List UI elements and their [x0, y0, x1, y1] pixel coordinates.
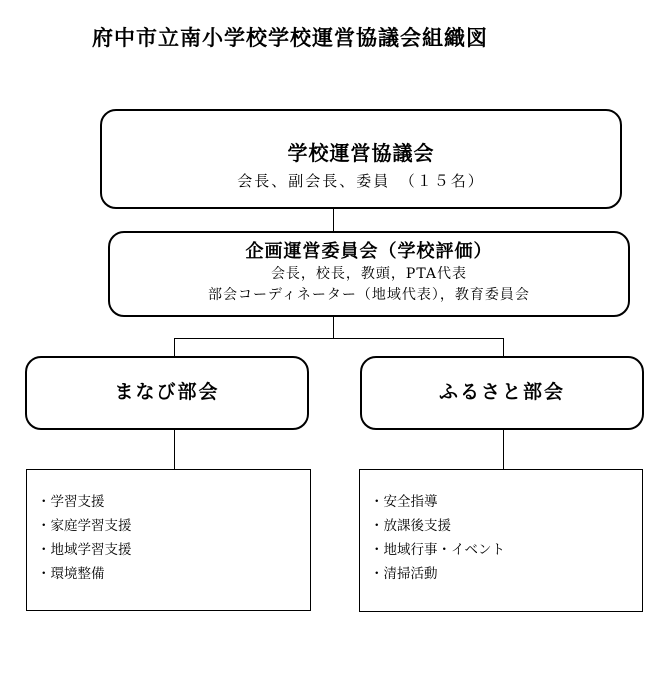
connector-planning-branch	[333, 317, 334, 339]
list-item: ・ 環境整備	[37, 562, 310, 586]
planning-members-line2: 部会コーディネーター（地域代表），教育委員会	[208, 287, 530, 303]
list-item: ・ 地域行事・イベント	[370, 538, 642, 562]
list-item: ・ 放課後支援	[370, 514, 642, 538]
council-members: 会長、副会長、委員 （１５名）	[237, 172, 485, 190]
council-name: 学校運営協議会	[287, 141, 435, 165]
connector-council-planning	[333, 209, 334, 231]
connector-branch-horizontal	[174, 338, 504, 339]
connector-furusato-list	[503, 430, 504, 469]
department-box-manabi	[25, 356, 309, 430]
council-box	[100, 109, 622, 209]
planning-committee-box	[108, 231, 630, 317]
department-name-furusato: ふるさと部会	[438, 381, 565, 403]
list-item: ・ 家庭学習支援	[37, 514, 310, 538]
list-item: ・ 清掃活動	[370, 562, 642, 586]
activity-list-box-manabi	[26, 469, 311, 611]
connector-branch-furusato	[503, 338, 504, 356]
planning-committee-name: 企画運営委員会（学校評価）	[245, 241, 493, 262]
connector-branch-manabi	[174, 338, 175, 356]
connector-manabi-list	[174, 430, 175, 469]
activity-list-box-furusato	[359, 469, 643, 612]
activity-list-furusato	[370, 490, 642, 586]
list-item: ・ 地域学習支援	[37, 538, 310, 562]
department-box-furusato	[360, 356, 644, 430]
activity-list-manabi	[37, 490, 310, 586]
planning-members-line1: 会長，校長，教頭，PTA代表	[270, 266, 468, 282]
list-item: ・ 学習支援	[37, 490, 310, 514]
department-name-manabi: まなび部会	[114, 381, 220, 403]
list-item: ・ 安全指導	[370, 490, 642, 514]
page-title: 府中市立南小学校学校運営協議会組織図	[92, 25, 488, 50]
